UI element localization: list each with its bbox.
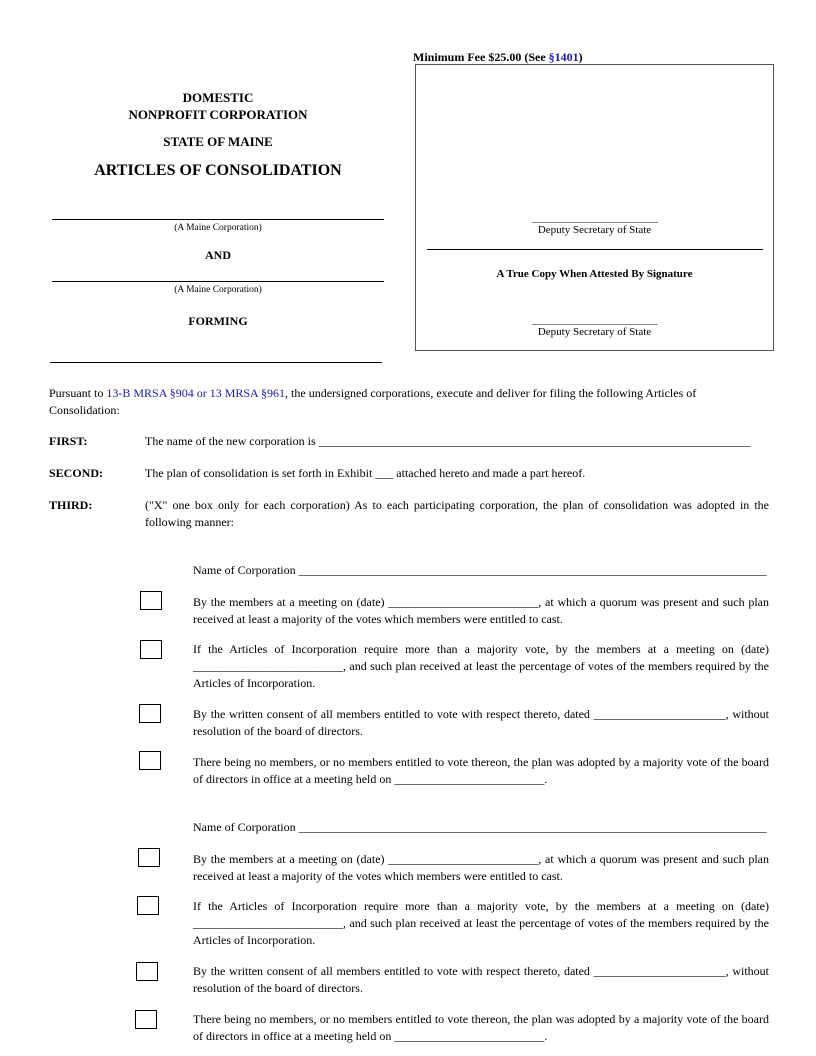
second-label: SECOND: <box>49 466 104 480</box>
intro-suffix: , the undersigned corporations, execute and deliver for filing the following Articles of Consolidation: <box>49 386 697 417</box>
first-text: The name of the new corporation is ________________________________________________________________________ <box>145 434 751 448</box>
fee-suffix: ) <box>578 50 583 64</box>
filing-box-divider <box>427 249 763 250</box>
forming-label: FORMING <box>188 314 248 328</box>
true-copy-caption: A True Copy When Attested By Signature <box>496 268 693 280</box>
corp2-option4-text: There being no members, or no members entitled to vote thereon, the plan was adopted by a majority vote of the board of directors in office at a meeting held on _________________________. <box>193 1012 769 1043</box>
first-label: FIRST: <box>49 434 88 448</box>
corp1-name-line <box>52 219 384 220</box>
corp2-option4-checkbox[interactable] <box>135 1010 157 1029</box>
third-label: THIRD: <box>49 498 93 512</box>
statute-link[interactable]: 13-B MRSA §904 or 13 MRSA §961 <box>106 386 286 400</box>
corp1-option3-text: By the written consent of all members entitled to vote with respect thereto, dated ______________________, without resolution of the board of directors. <box>193 707 769 738</box>
corp1-option4-text: There being no members, or no members entitled to vote thereon, the plan was adopted by a majority vote of the board of directors in office at a meeting held on _________________________. <box>193 755 769 786</box>
deputy-caption-2: Deputy Secretary of State <box>537 326 652 338</box>
fee-prefix: Minimum Fee $25.00 (See <box>413 50 549 64</box>
corp2-name-line <box>52 281 384 282</box>
deputy-signature-line-2 <box>532 324 658 325</box>
filing-box <box>415 64 774 351</box>
new-corp-name-line <box>50 362 382 363</box>
corp1-caption: (A Maine Corporation) <box>174 223 262 233</box>
third-text: ("X" one box only for each corporation) As to each participating corporation, the plan of consolidation was adopted in the following manner: <box>145 498 769 529</box>
corp1-option2-checkbox[interactable] <box>140 640 162 659</box>
corp2-option2-checkbox[interactable] <box>137 896 159 915</box>
corp1-name-of-corporation: Name of Corporation ______________________________________________________________________________ <box>193 563 767 577</box>
header-state: STATE OF MAINE <box>163 134 273 149</box>
corp1-option4-checkbox[interactable] <box>139 751 161 770</box>
corp1-option2-text: If the Articles of Incorporation require more than a majority vote, by the members at a meeting on (date) _________________________, and such plan received at least the percentage of votes of the members required by the Articles of Incorporation. <box>193 642 769 690</box>
page-title: ARTICLES OF CONSOLIDATION <box>94 162 342 179</box>
deputy-signature-line-1 <box>532 222 658 223</box>
corp2-option1-checkbox[interactable] <box>138 848 160 867</box>
header-nonprofit: NONPROFIT CORPORATION <box>128 107 308 122</box>
and-label: AND <box>205 248 231 262</box>
header-domestic: DOMESTIC <box>182 90 254 105</box>
corp2-option2-text: If the Articles of Incorporation require more than a majority vote, by the members at a meeting on (date) _________________________, and such plan received at least the percentage of votes of the members required by the Articles of Incorporation. <box>193 899 769 947</box>
second-text: The plan of consolidation is set forth in Exhibit ___ attached hereto and made a part hereof. <box>145 466 586 480</box>
corp1-option3-checkbox[interactable] <box>139 704 161 723</box>
fee-statute-link[interactable]: §1401 <box>548 50 579 64</box>
deputy-caption-1: Deputy Secretary of State <box>537 224 652 236</box>
intro-paragraph <box>49 385 769 419</box>
intro-prefix: Pursuant to <box>49 386 107 400</box>
minimum-fee-line <box>413 50 583 65</box>
corp2-option1-text: By the members at a meeting on (date) _________________________, at which a quorum was present and such plan received at least a majority of the votes which members were entitled to cast. <box>193 852 769 883</box>
corp2-option3-text: By the written consent of all members entitled to vote with respect thereto, dated ______________________, without resolution of the board of directors. <box>193 964 769 995</box>
corp1-option1-text: By the members at a meeting on (date) _________________________, at which a quorum was present and such plan received at least a majority of the votes which members were entitled to cast. <box>193 595 769 626</box>
corp2-caption: (A Maine Corporation) <box>174 285 262 295</box>
corp1-option1-checkbox[interactable] <box>140 591 162 610</box>
corp2-name-of-corporation: Name of Corporation ______________________________________________________________________________ <box>193 820 767 834</box>
corp2-option3-checkbox[interactable] <box>136 962 158 981</box>
